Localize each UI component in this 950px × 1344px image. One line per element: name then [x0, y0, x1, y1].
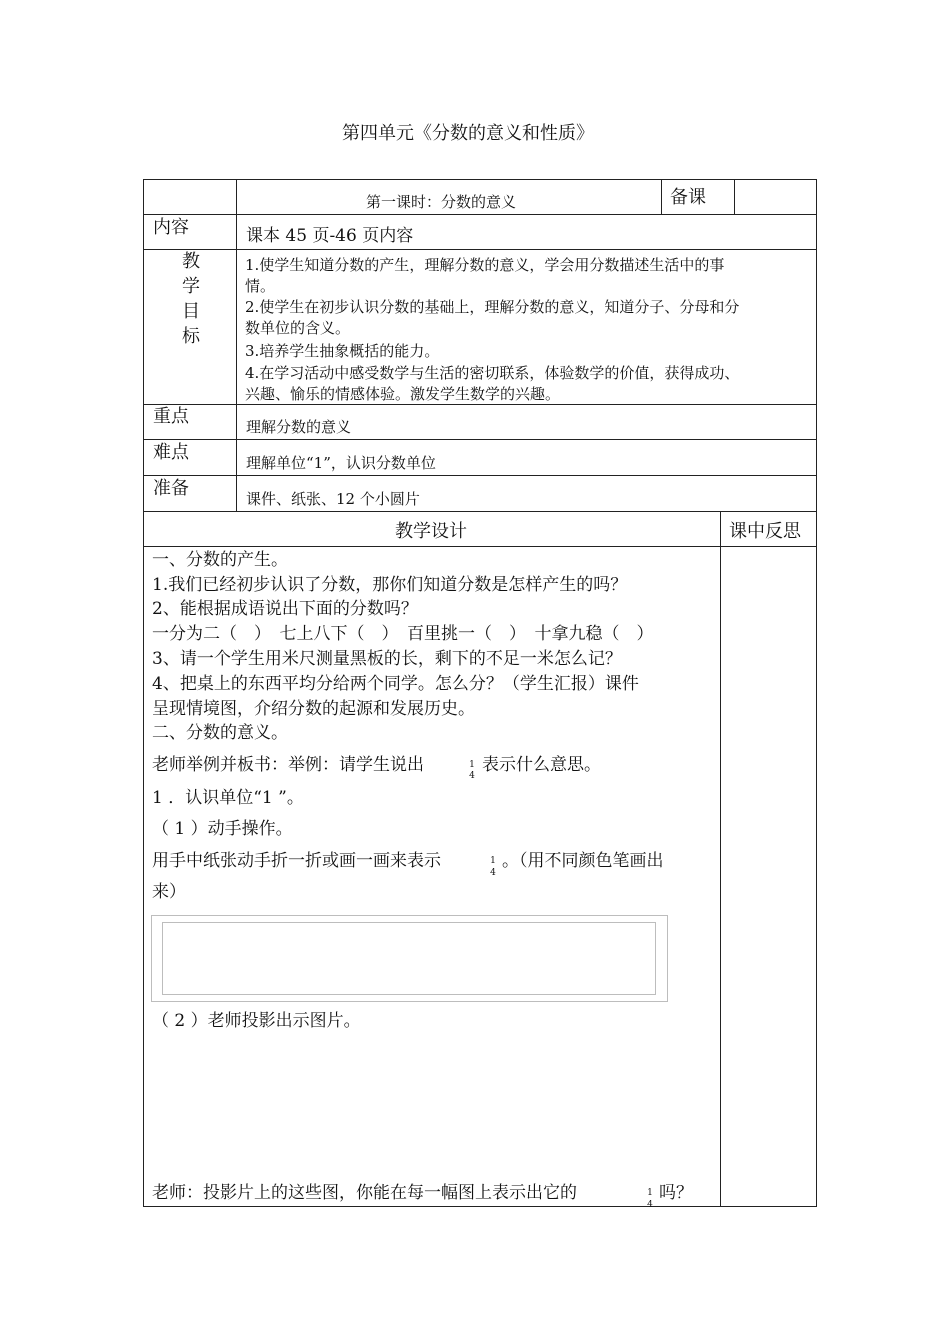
lesson-title: 第一课时：分数的意义: [366, 193, 517, 211]
goal-line: 兴趣、愉乐的情感体验。激发学生数学的兴趣。: [245, 385, 561, 403]
prep-label: 备课: [670, 187, 706, 208]
table-border-right: [816, 179, 817, 1207]
goals-label-char-3: 目: [182, 301, 200, 322]
row-separator: [143, 249, 817, 250]
content-label: 内容: [153, 217, 189, 238]
body-line: 吗？: [659, 1183, 693, 1203]
body-line: 老师：投影片上的这些图，你能在每一幅图上表示出它的: [152, 1183, 577, 1203]
goal-line: 1.使学生知道分数的产生，理解分数的意义，学会用分数描述生活中的事: [245, 256, 725, 274]
fraction-denominator: 4: [469, 771, 475, 781]
table-border-bottom: [143, 1206, 817, 1207]
row-separator: [143, 439, 817, 440]
difficulty-value: 理解单位“1”，认识分数单位: [246, 454, 436, 472]
preparation-label: 准备: [153, 478, 189, 499]
content-value: 课本 45 页-46 页内容: [246, 226, 414, 246]
goals-label-char-2: 学: [182, 276, 200, 297]
body-line: 。（用不同颜色笔画出: [502, 851, 664, 871]
page-title: 第四单元《分数的意义和性质》: [342, 123, 594, 144]
row-separator: [143, 511, 817, 512]
fraction-denominator: 4: [647, 1200, 653, 1210]
fraction-denominator: 4: [490, 868, 496, 878]
difficulty-label: 难点: [153, 442, 189, 463]
key-point-label: 重点: [153, 406, 189, 427]
body-line: 2、能根据成语说出下面的分数吗？: [152, 599, 418, 619]
header-divider-1: [661, 179, 662, 214]
body-line: 1 ．认识单位“1 ”。: [152, 788, 304, 808]
body-line: 一、分数的产生。: [152, 550, 288, 570]
fraction-numerator: 1: [469, 760, 475, 770]
body-line: 二、分数的意义。: [152, 723, 288, 743]
goal-line: 数单位的含义。: [245, 319, 351, 337]
body-line: 一分为二（ ） 七上八下（ ） 百里挑一（ ） 十拿九稳（ ）: [152, 624, 654, 644]
goal-line: 3.培养学生抽象概括的能力。: [245, 342, 440, 360]
table-border-left: [143, 179, 144, 1207]
body-line: 4、把桌上的东西平均分给两个同学。怎么分？（学生汇报）课件: [152, 674, 639, 694]
body-line: （ 1 ）动手操作。: [152, 819, 293, 839]
header-divider-2: [734, 179, 735, 214]
body-line: 1.我们已经初步认识了分数，那你们知道分数是怎样产生的吗？: [152, 575, 628, 595]
row-separator: [143, 214, 817, 215]
row-separator: [143, 404, 817, 405]
goals-label-char-1: 教: [182, 251, 200, 272]
row-separator: [143, 546, 817, 547]
key-point-value: 理解分数的意义: [246, 418, 352, 436]
body-line: 呈现情境图，介绍分数的起源和发展历史。: [152, 699, 475, 719]
goal-line: 情。: [245, 277, 276, 295]
body-line: 用手中纸张动手折一折或画一画来表示: [152, 851, 441, 871]
body-line: 老师举例并板书：举例：请学生说出: [152, 755, 424, 775]
table-border-top: [143, 179, 817, 180]
goals-label-char-4: 标: [182, 326, 200, 347]
row-separator: [143, 475, 817, 476]
reflection-heading: 课中反思: [729, 521, 801, 542]
fraction-numerator: 1: [490, 856, 496, 866]
fraction-numerator: 1: [647, 1188, 653, 1198]
label-column-divider: [236, 179, 237, 511]
drawing-area-inner: [162, 922, 656, 995]
body-line: 3、请一个学生用米尺测量黑板的长，剩下的不足一米怎么记？: [152, 649, 622, 669]
body-line: （ 2 ）老师投影出示图片。: [152, 1011, 361, 1031]
design-heading: 教学设计: [395, 521, 467, 542]
goal-line: 2.使学生在初步认识分数的基础上，理解分数的意义，知道分子、分母和分: [245, 298, 740, 316]
reflection-column-divider: [720, 511, 721, 1207]
goal-line: 4.在学习活动中感受数学与生活的密切联系，体验数学的价值，获得成功、: [245, 364, 740, 382]
body-line: 来）: [152, 882, 186, 902]
preparation-value: 课件、纸张、12 个小圆片: [246, 490, 420, 508]
body-line: 表示什么意思。: [482, 755, 601, 775]
